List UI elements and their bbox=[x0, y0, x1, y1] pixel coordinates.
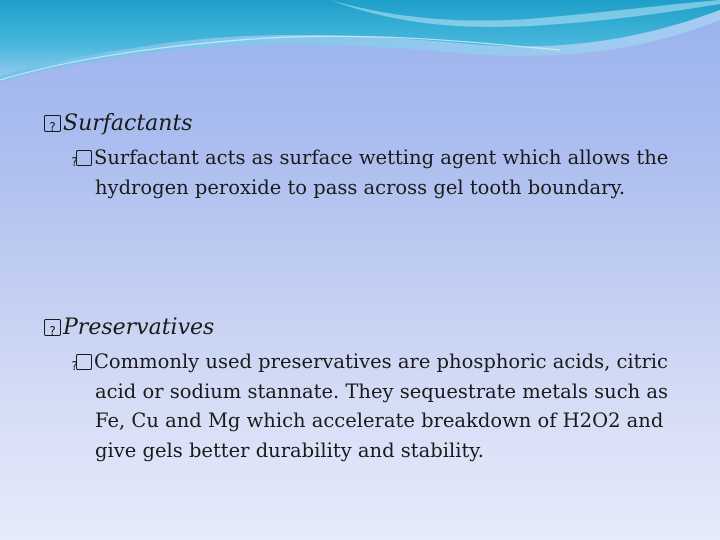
section-paragraph-text: Commonly used preservatives are phosphoric acids, citric acid or sodium stannate. They sequestrate metals such as Fe, Cu and Mg which accelerate breakdown of H2O2 and give gels better durability and stability. bbox=[94, 350, 669, 462]
section-heading-text: Preservatives bbox=[63, 315, 215, 340]
missing-glyph-box-icon bbox=[44, 319, 61, 336]
section-heading bbox=[44, 110, 193, 138]
section-heading bbox=[44, 314, 214, 342]
missing-glyph-box-icon bbox=[44, 115, 61, 132]
decorative-wave-header bbox=[0, 0, 720, 90]
section-paragraph-text: Surfactant acts as surface wetting agent which allows the hydrogen peroxide to pass across gel tooth boundary. bbox=[94, 146, 669, 199]
missing-glyph-box-icon bbox=[76, 150, 92, 166]
section-paragraph bbox=[76, 143, 676, 202]
section-heading-text: Surfactants bbox=[63, 111, 193, 136]
section-paragraph bbox=[76, 347, 676, 465]
missing-glyph-box-icon bbox=[76, 354, 92, 370]
